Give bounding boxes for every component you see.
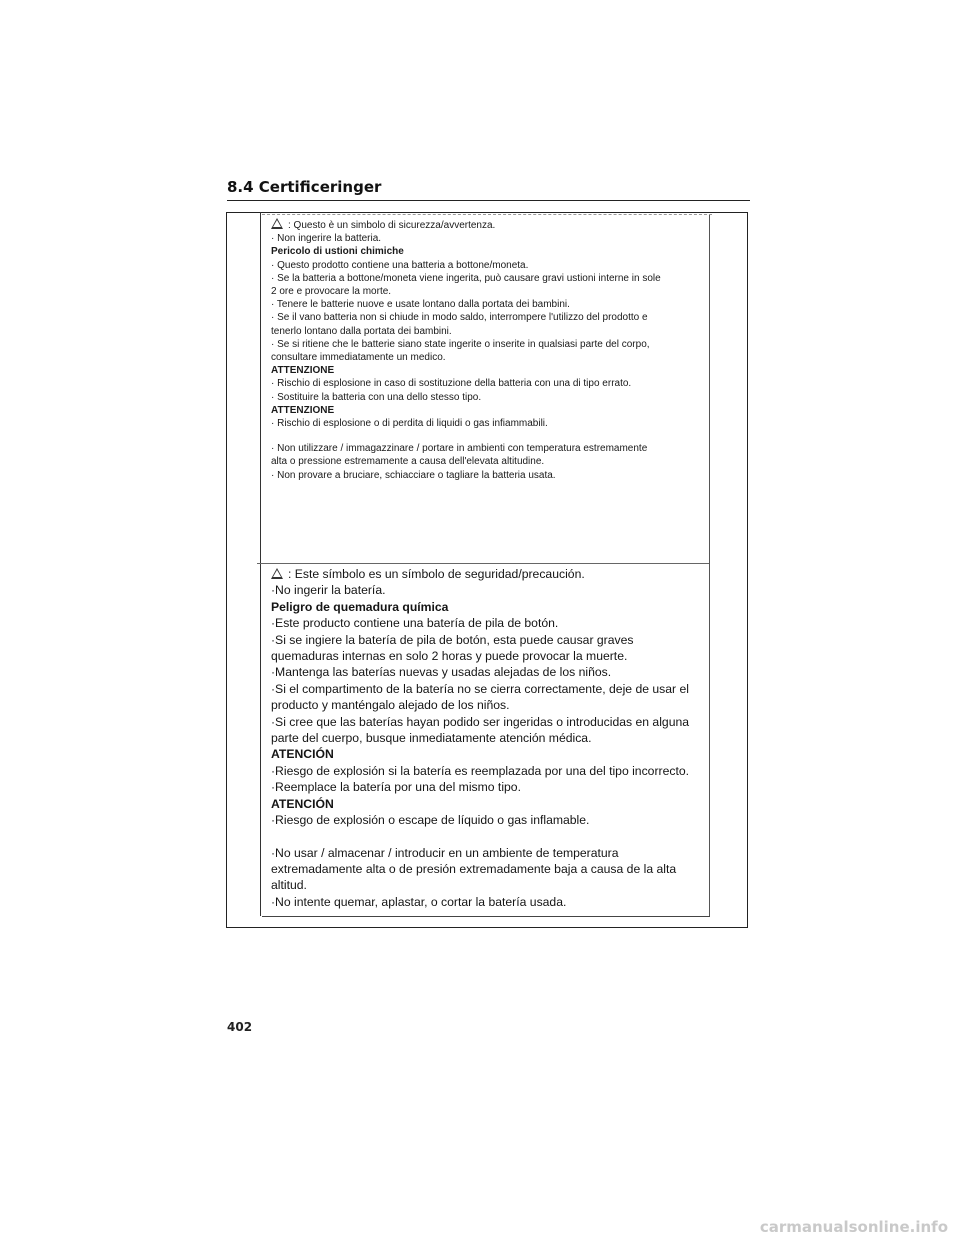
spanish-line: ·No intente quemar, aplastar, o cortar la batería usada.	[271, 894, 567, 909]
italian-line: · Sostituire la batteria con una dello stesso tipo.	[271, 391, 482, 403]
warning-triangle-icon	[271, 218, 283, 229]
inner-left-border	[260, 212, 261, 916]
italian-line: · Non utilizzare / immagazzinare / portare in ambienti con temperatura estremamente	[271, 443, 648, 455]
italian-spacer	[271, 430, 703, 442]
italian-symbol-note: : Questo è un simbolo di sicurezza/avvertenza.	[288, 220, 496, 231]
spanish-line: ·Si cree que las baterías hayan podido ser ingeridas o introducidas en alguna	[271, 714, 690, 729]
spanish-symbol-line	[271, 566, 703, 582]
spanish-line: producto y manténgalo alejado de los niños.	[271, 698, 510, 713]
italian-warning-block	[271, 218, 703, 482]
language-divider	[257, 563, 709, 564]
spanish-line: ·Si el compartimento de la batería no se cierra correctamente, deje de usar el	[271, 681, 689, 696]
spanish-line: ·Este producto contiene una batería de pila de botón.	[271, 616, 559, 631]
spanish-spacer	[271, 829, 703, 845]
spanish-line: ·Riesgo de explosión o escape de líquido o gas inflamable.	[271, 813, 590, 828]
italian-line: 2 ore e provocare la morte.	[271, 286, 392, 298]
italian-heading-chemical-burn: Pericolo di ustioni chimiche	[271, 246, 404, 258]
italian-line: alta o pressione estremamente a causa dell'elevata altitudine.	[271, 456, 545, 468]
italian-line: · Tenere le batterie nuove e usate lontano dalla portata dei bambini.	[271, 299, 570, 311]
spanish-heading-attention: ATENCIÓN	[271, 747, 334, 762]
italian-line: · Questo prodotto contiene una batteria a bottone/moneta.	[271, 259, 529, 271]
top-dashed-border	[262, 214, 712, 215]
watermark: carmanualsonline.info	[759, 1218, 948, 1236]
bottom-border	[262, 916, 710, 917]
spanish-line: ·Si se ingiere la batería de pila de botón, esta puede causar graves	[271, 632, 634, 647]
italian-line: · Se la batteria a bottone/moneta viene ingerita, può causare gravi ustioni interne in sole	[271, 272, 661, 284]
italian-line: tenerlo lontano dalla portata dei bambini.	[271, 325, 452, 337]
spanish-heading-chemical-burn: Peligro de quemadura química	[271, 599, 449, 614]
spanish-line: parte del cuerpo, busque inmediatamente atención médica.	[271, 731, 592, 746]
italian-line: · Se il vano batteria non si chiude in modo saldo, interrompere l'utilizzo del prodotto e	[271, 312, 648, 324]
page-number: 402	[227, 1020, 253, 1034]
section-title: 8.4 Certificeringer	[227, 178, 382, 196]
inner-right-border	[709, 215, 710, 916]
spanish-symbol-note: : Este símbolo es un símbolo de seguridad/precaución.	[288, 567, 585, 581]
italian-symbol-line	[271, 218, 703, 232]
spanish-line: altitud.	[271, 878, 307, 893]
italian-line: · Non provare a bruciare, schiacciare o tagliare la batteria usata.	[271, 469, 556, 481]
section-rule	[227, 200, 750, 201]
spanish-line: extremadamente alta o de presión extremadamente baja a causa de la alta	[271, 861, 677, 876]
spanish-heading-attention: ATENCIÓN	[271, 796, 334, 811]
italian-line: · Rischio di esplosione in caso di sostituzione della batteria con una di tipo errato.	[271, 378, 632, 390]
italian-heading-attention: ATTENZIONE	[271, 404, 335, 416]
italian-line: consultare immediatamente un medico.	[271, 352, 446, 364]
spanish-line: ·Reemplace la batería por una del mismo tipo.	[271, 780, 521, 795]
warning-triangle-icon	[271, 568, 283, 579]
spanish-line: ·Riesgo de explosión si la batería es reemplazada por una del tipo incorrecto.	[271, 763, 689, 778]
italian-heading-attention: ATTENZIONE	[271, 365, 335, 377]
italian-line: · Non ingerire la batteria.	[271, 233, 382, 245]
spanish-line: quemaduras internas en solo 2 horas y puede provocar la muerte.	[271, 649, 628, 664]
spanish-line: ·Mantenga las baterías nuevas y usadas alejadas de los niños.	[271, 665, 612, 680]
spanish-warning-block	[271, 566, 703, 910]
spanish-line: ·No ingerir la batería.	[271, 583, 386, 598]
italian-line: · Rischio di esplosione o di perdita di liquidi o gas infiammabili.	[271, 418, 548, 430]
italian-line: · Se si ritiene che le batterie siano state ingerite o inserite in qualsiasi parte del corpo,	[271, 338, 650, 350]
spanish-line: ·No usar / almacenar / introducir en un ambiente de temperatura	[271, 845, 619, 860]
